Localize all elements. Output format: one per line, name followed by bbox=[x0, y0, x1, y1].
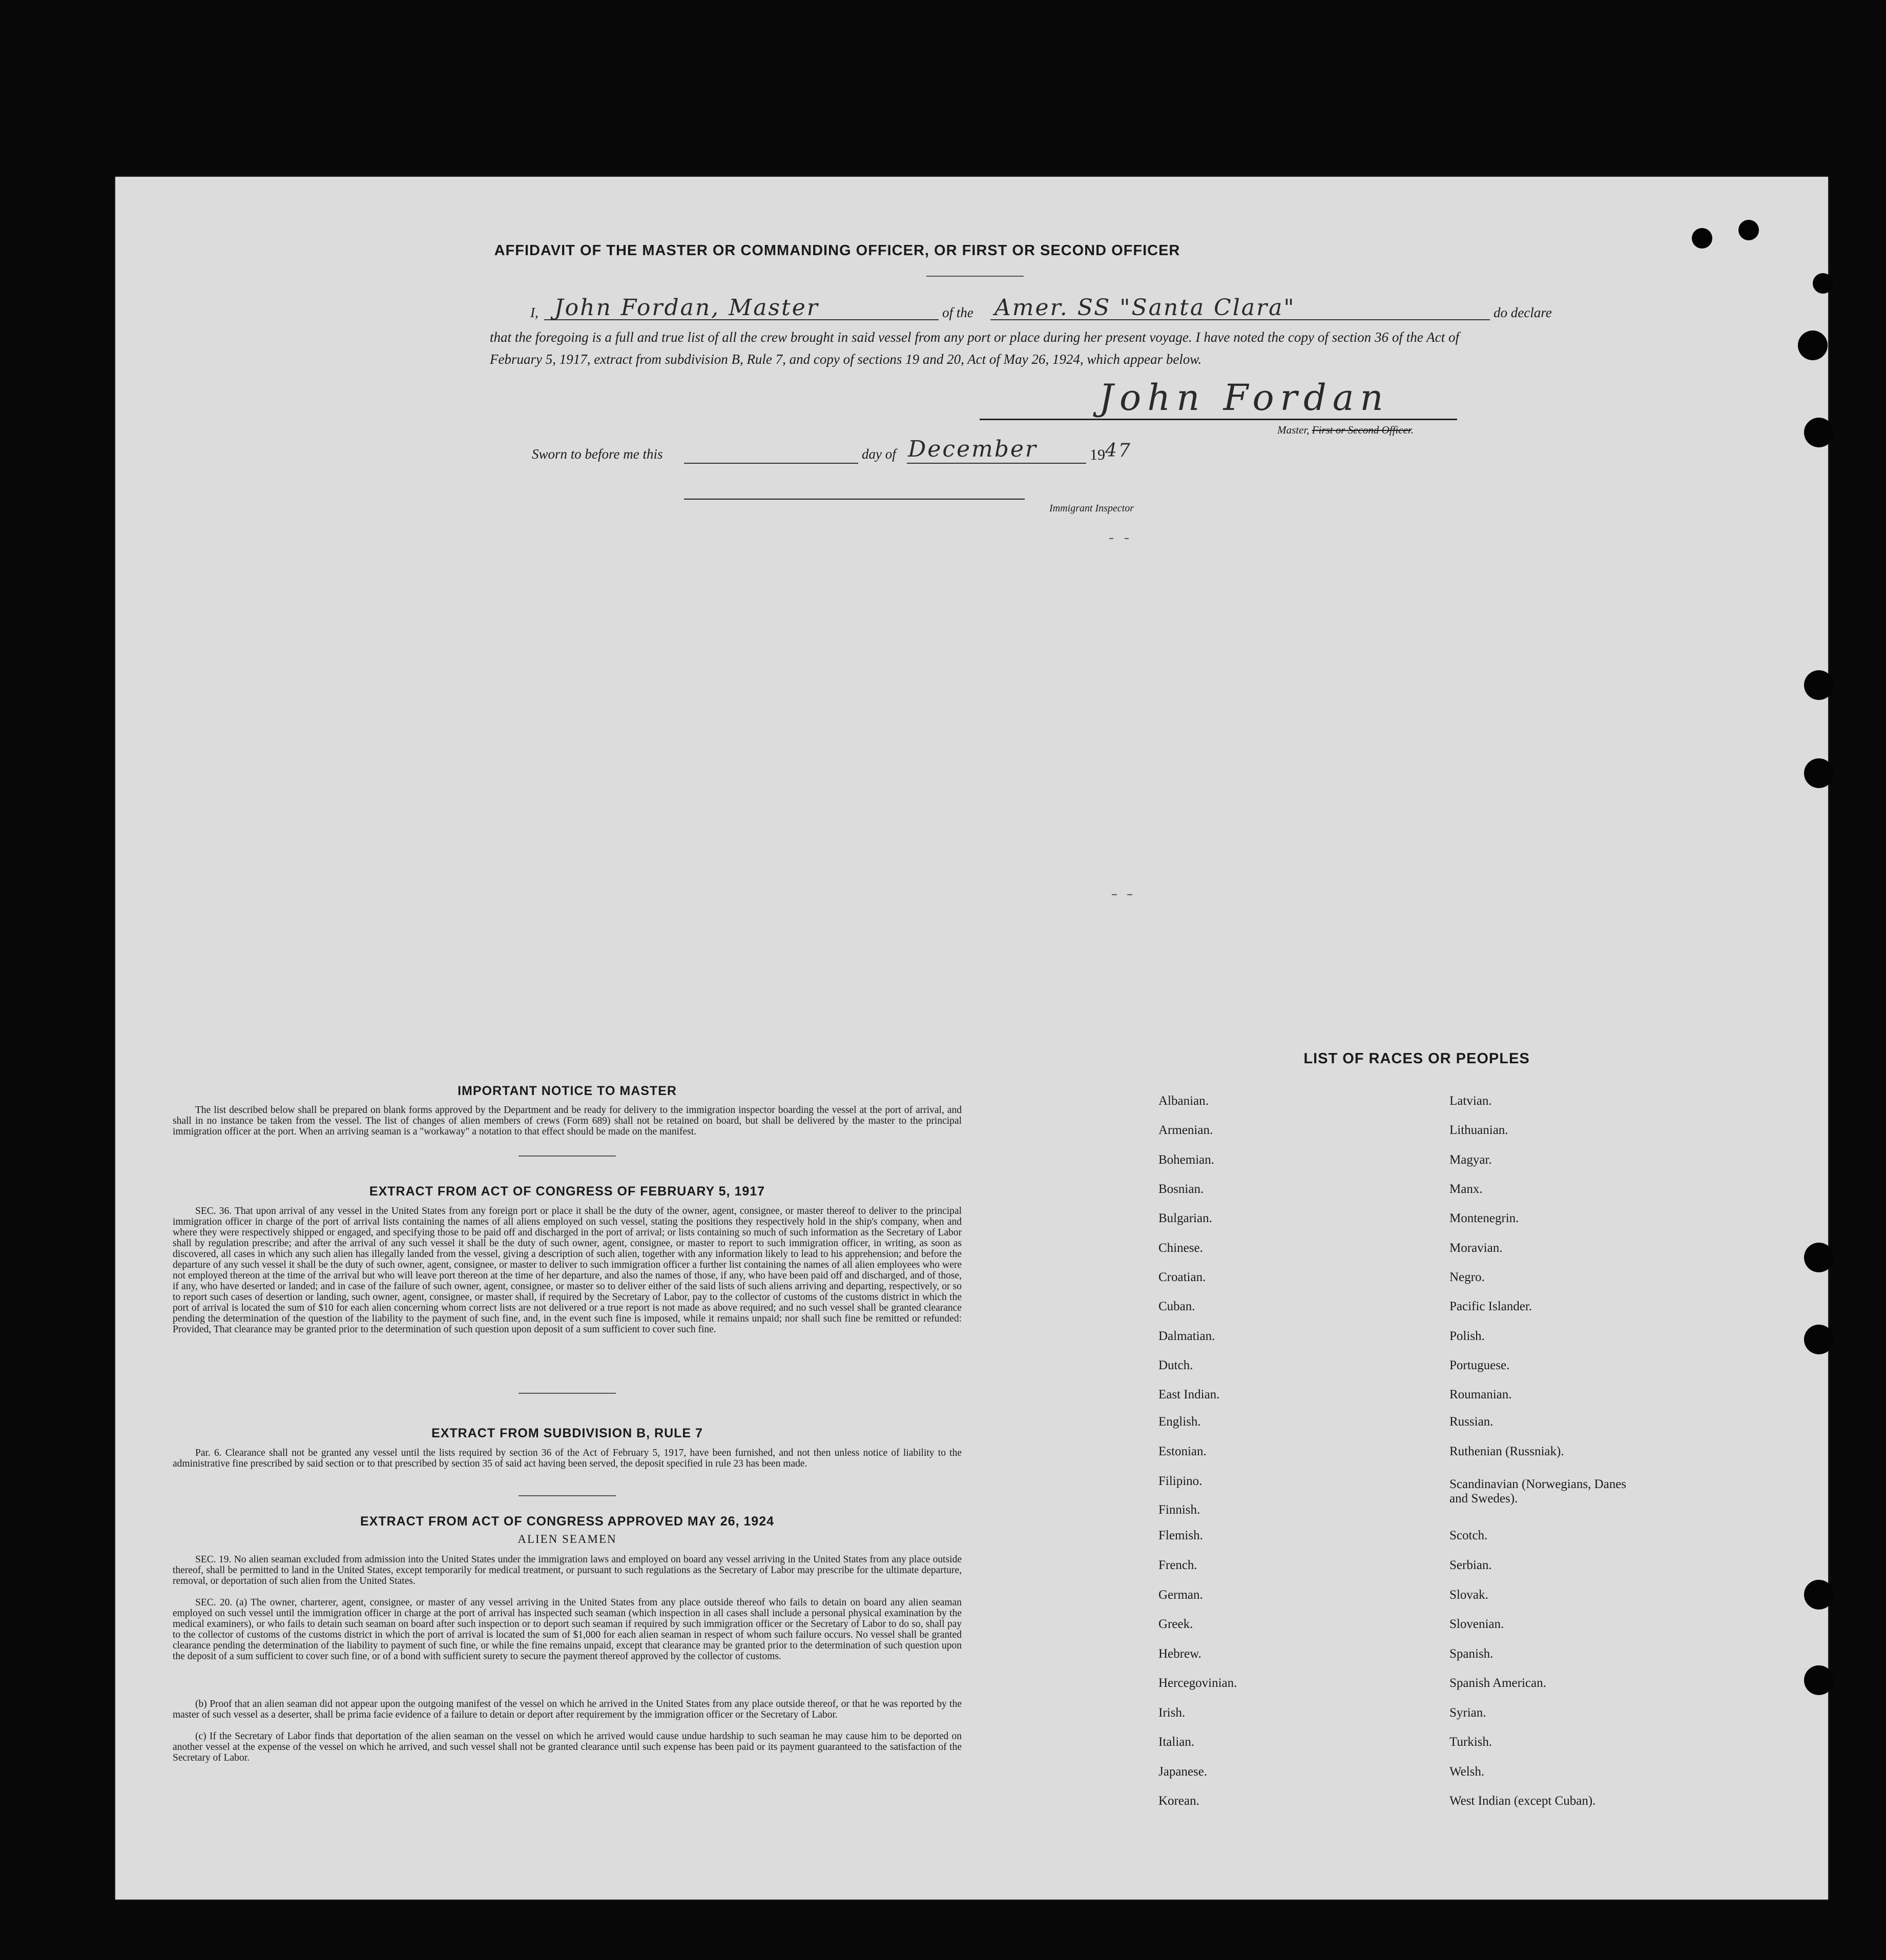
binder-hole bbox=[1804, 1665, 1834, 1695]
mark bbox=[1109, 538, 1113, 539]
race-item: Filipino. bbox=[1158, 1474, 1203, 1488]
race-item: Hercegovinian. bbox=[1158, 1676, 1237, 1690]
act1924-sec20a: SEC. 20. (a) The owner, charterer, agent, consignee, or master of any vessel arriving in the United States from any place outside thereof who fails to detain on board any alien seaman employed on such vessel until the immigration officer in charge at the port of arrival has inspected such seaman (which inspection in all cases shall include a personal physical examination by the medical examiners), or who fails to detain such seaman on board after such inspection or to deport such seaman if required by such immigration officer or the Secretary of Labor to do so, shall pay to the collector of customs of the customs district in which the port of arrival is located the sum of $1,000 for each alien seaman in respect of whom such failure occurs. No vessel shall be granted clearance pending the determination of the liability to payment of such fine, or while the fine remains unpaid, except that clearance may be granted prior to the determination of such question upon the deposit of a sum sufficient to cover such fine, or of a bond with sufficient surety to secure the payment thereof approved by the collector of customs. bbox=[173, 1597, 962, 1662]
signature-line bbox=[980, 419, 1457, 420]
race-item: Russian. bbox=[1449, 1415, 1494, 1429]
race-item: German. bbox=[1158, 1588, 1203, 1602]
race-item: Slovak. bbox=[1449, 1588, 1488, 1602]
act1917-title: EXTRACT FROM ACT OF CONGRESS OF FEBRUARY 5, 1917 bbox=[369, 1184, 765, 1199]
race-item: Bohemian. bbox=[1158, 1153, 1215, 1167]
affidavit-title: AFFIDAVIT OF THE MASTER OR COMMANDING OFFICER, OR FIRST OR SECOND OFFICER bbox=[494, 242, 1180, 259]
mark bbox=[1112, 894, 1117, 895]
divider bbox=[519, 1495, 616, 1496]
race-item: Greek. bbox=[1158, 1617, 1193, 1631]
rule7-text: Par. 6. Clearance shall not be granted any vessel until the lists required by section 36 of the Act of February 5, 1917, have been furnished, and not then unless notice of liability to the administrative fine prescribed by said section or to that prescribed by section 35 of said act having been served, the deposit specified in rule 23 has been made. bbox=[173, 1448, 962, 1469]
mark bbox=[1127, 894, 1132, 895]
sworn-day-of: day of bbox=[862, 446, 896, 462]
vessel-name-field[interactable] bbox=[990, 295, 1490, 321]
race-item: Moravian. bbox=[1449, 1241, 1503, 1255]
sworn-month-field[interactable] bbox=[907, 436, 1086, 464]
divider bbox=[519, 1393, 616, 1394]
binder-hole bbox=[1804, 1580, 1834, 1610]
act1924-sec20b: (b) Proof that an alien seaman did not appear upon the outgoing manifest of the vessel on which he arrived in the United States from any place outside thereof, or that he was reported by the master of such vessel as a deserter, shall be prima facie evidence of a failure to detain or deport after requirement by the immigration officer or the Secretary of Labor. bbox=[173, 1699, 962, 1720]
race-item: Magyar. bbox=[1449, 1153, 1492, 1167]
race-item: Pacific Islander. bbox=[1449, 1299, 1532, 1313]
binder-hole bbox=[1798, 331, 1828, 360]
race-item: Chinese. bbox=[1158, 1241, 1203, 1255]
race-item: Montenegrin. bbox=[1449, 1211, 1519, 1225]
sworn-year-written: 47 bbox=[1105, 440, 1132, 461]
race-item: Finnish. bbox=[1158, 1503, 1200, 1517]
race-item: Serbian. bbox=[1449, 1558, 1492, 1572]
race-item: Slovenian. bbox=[1449, 1617, 1504, 1631]
race-item: Albanian. bbox=[1158, 1094, 1209, 1108]
affidavit-declare: do declare bbox=[1494, 305, 1552, 320]
race-item: Scandinavian (Norwegians, Danes and Swedes). bbox=[1449, 1477, 1627, 1505]
sworn-year bbox=[1090, 440, 1132, 464]
affidavit-prefix: I, bbox=[530, 305, 538, 320]
sworn-year-prefix: 19 bbox=[1090, 446, 1105, 463]
race-item: Bosnian. bbox=[1158, 1182, 1204, 1196]
binder-hole bbox=[1804, 670, 1834, 700]
sworn-prefix: Sworn to before me this bbox=[532, 446, 663, 462]
master-name-field[interactable] bbox=[544, 295, 939, 321]
binder-hole bbox=[1692, 228, 1712, 249]
binder-hole bbox=[1804, 418, 1834, 447]
notice-text: The list described below shall be prepared on blank forms approved by the Department and be ready for delivery to the immigration inspector boarding the vessel at the port of arrival, and shall in no instance be taken from the vessel. The list of changes of alien members of crews (Form 689) shall not be retained on board, but shall be delivered by the master to the principal immigration officer at the port. When an arriving seaman is a "workaway" a notation to that effect should be made on the manifest. bbox=[173, 1105, 962, 1137]
race-item: Hebrew. bbox=[1158, 1647, 1201, 1661]
race-item: Spanish. bbox=[1449, 1647, 1494, 1661]
affidavit-body: that the foregoing is a full and true list of all the crew brought in said vessel from any port or place during her present voyage. I have noted the copy of section 36 of the Act of February 5, 1917, extract from subdivision B, Rule 7, and copy of sections 19 and 20, Act of May 26, 1924, which appear below. bbox=[490, 329, 1459, 367]
vessel-name: Amer. SS "Santa Clara" bbox=[994, 295, 1296, 321]
race-item: Ruthenian (Russniak). bbox=[1449, 1445, 1564, 1458]
race-item: Negro. bbox=[1449, 1270, 1485, 1284]
race-item: Portuguese. bbox=[1449, 1358, 1510, 1372]
race-item: Dalmatian. bbox=[1158, 1329, 1215, 1343]
binder-hole bbox=[1813, 273, 1833, 294]
signature-caption-struck: First or Second Officer bbox=[1312, 424, 1411, 436]
binder-hole bbox=[1804, 1243, 1834, 1272]
inspector-signature-line bbox=[684, 499, 1025, 500]
race-item: Bulgarian. bbox=[1158, 1211, 1212, 1225]
affidavit-of-the: of the bbox=[942, 305, 973, 320]
master-signature: John Fordan bbox=[1099, 377, 1390, 419]
race-item: Lithuanian. bbox=[1449, 1123, 1508, 1137]
rule7-title: EXTRACT FROM SUBDIVISION B, RULE 7 bbox=[431, 1426, 703, 1440]
sworn-month: December bbox=[908, 436, 1038, 462]
race-item: Spanish American. bbox=[1449, 1676, 1546, 1690]
races-title: LIST OF RACES OR PEOPLES bbox=[1303, 1050, 1530, 1067]
race-item: Cuban. bbox=[1158, 1299, 1195, 1313]
race-item: English. bbox=[1158, 1415, 1201, 1429]
race-item: Italian. bbox=[1158, 1735, 1195, 1749]
race-item: Croatian. bbox=[1158, 1270, 1206, 1284]
divider bbox=[519, 1156, 616, 1157]
act1924-subtitle: ALIEN SEAMEN bbox=[517, 1533, 617, 1545]
race-item: Estonian. bbox=[1158, 1445, 1207, 1458]
race-item: Flemish. bbox=[1158, 1529, 1203, 1542]
race-item: Welsh. bbox=[1449, 1765, 1485, 1779]
inspector-caption: Immigrant Inspector bbox=[1049, 503, 1134, 514]
signature-caption-master: Master, bbox=[1277, 424, 1310, 436]
title-divider bbox=[926, 276, 1024, 277]
act1924-title: EXTRACT FROM ACT OF CONGRESS APPROVED MAY 26, 1924 bbox=[360, 1514, 775, 1529]
race-item: Latvian. bbox=[1449, 1094, 1492, 1108]
race-item: Syrian. bbox=[1449, 1706, 1486, 1720]
mark bbox=[1125, 538, 1129, 539]
race-item: Korean. bbox=[1158, 1794, 1199, 1808]
sworn-day-field[interactable] bbox=[684, 444, 858, 464]
race-item: West Indian (except Cuban). bbox=[1449, 1794, 1596, 1808]
race-item: Manx. bbox=[1449, 1182, 1483, 1196]
race-item: Irish. bbox=[1158, 1706, 1186, 1720]
race-item: Japanese. bbox=[1158, 1765, 1208, 1779]
binder-hole bbox=[1804, 1325, 1834, 1354]
master-name: John Fordan, Master bbox=[554, 295, 819, 321]
binder-hole bbox=[1804, 758, 1834, 788]
document-page bbox=[115, 177, 1828, 1900]
notice-title: IMPORTANT NOTICE TO MASTER bbox=[458, 1084, 677, 1098]
race-item: Dutch. bbox=[1158, 1358, 1193, 1372]
race-item: Scotch. bbox=[1449, 1529, 1488, 1542]
race-item: Turkish. bbox=[1449, 1735, 1493, 1749]
race-item: East Indian. bbox=[1158, 1388, 1220, 1401]
act1924-sec19: SEC. 19. No alien seaman excluded from admission into the United States under the immigration laws and employed on board any vessel arriving in the United States from any place outside thereof, shall be permitted to land in the United States, except temporarily for medical treatment, or pursuant to such regulations as the Secretary of Labor may prescribe for the ultimate departure, removal, or deportation of such alien from the United States. bbox=[173, 1554, 962, 1586]
race-item: Armenian. bbox=[1158, 1123, 1213, 1137]
act1917-text: SEC. 36. That upon arrival of any vessel in the United States from any foreign port or place it shall be the duty of the owner, agent, consignee, or master thereof to deliver to the principal immigration officer in charge of the port of arrival lists containing the names of all aliens employed on such vessel, stating the positions they respectively hold in the ship's company, when and where they were respectively shipped or engaged, and specifying those to be paid off and discharged in the port of arrival; or lists containing so much of such information as the Secretary of Labor shall by regulation prescribe; and after the arrival of any such vessel it shall be the duty of such owner, agent, consignee, or master to report to such immigration officer, in writing, as soon as discovered, all cases in which any such alien has illegally landed from the vessel, giving a description of such alien, together with any information likely to lead to his apprehension; and before the departure of any such vessel it shall be the duty of such owner, agent, consignee, or master to deliver to such immigration officer a further list containing the names of all alien employees who were not employed thereon at the time of the arrival but who will leave port thereon at the time of her departure, and also the names of those, if any, who have been paid off and discharged, and of those, if any, who have deserted or landed; and in case of the failure of such owner, agent, consignee, or master so to deliver either of the said lists of such aliens arriving and departing, respectively, or so to report such cases of desertion or landing, such owner, agent, consignee, or master shall, if required by the Secretary of Labor, pay to the collector of customs of the customs district in which the port of arrival is located the sum of $10 for each alien concerning whom correct lists are not delivered or a true report is not made as above required; and no such vessel shall be granted clearance pending the determination of the question of the liability to the payment of such fine, and, in the event such fine is imposed, while it remains unpaid; nor shall such fine be remitted or refunded: Provided, That clearance may be granted prior to the determination of such question upon deposit of a sum sufficient to cover such fine. bbox=[173, 1206, 962, 1335]
race-item: French. bbox=[1158, 1558, 1197, 1572]
race-item: Polish. bbox=[1449, 1329, 1485, 1343]
act1924-sec20c: (c) If the Secretary of Labor finds that deportation of the alien seaman on the vessel on which he arrived would cause undue hardship to such seaman he may cause him to be deported on another vessel at the expense of the vessel on which he arrived, and such vessel shall not be granted clearance until such expense has been paid or its payment guaranteed to the satisfaction of the Secretary of Labor. bbox=[173, 1731, 962, 1763]
binder-hole bbox=[1738, 220, 1759, 240]
signature-caption: Master, First or Second Officer. bbox=[1277, 424, 1414, 436]
race-item: Roumanian. bbox=[1449, 1388, 1512, 1401]
